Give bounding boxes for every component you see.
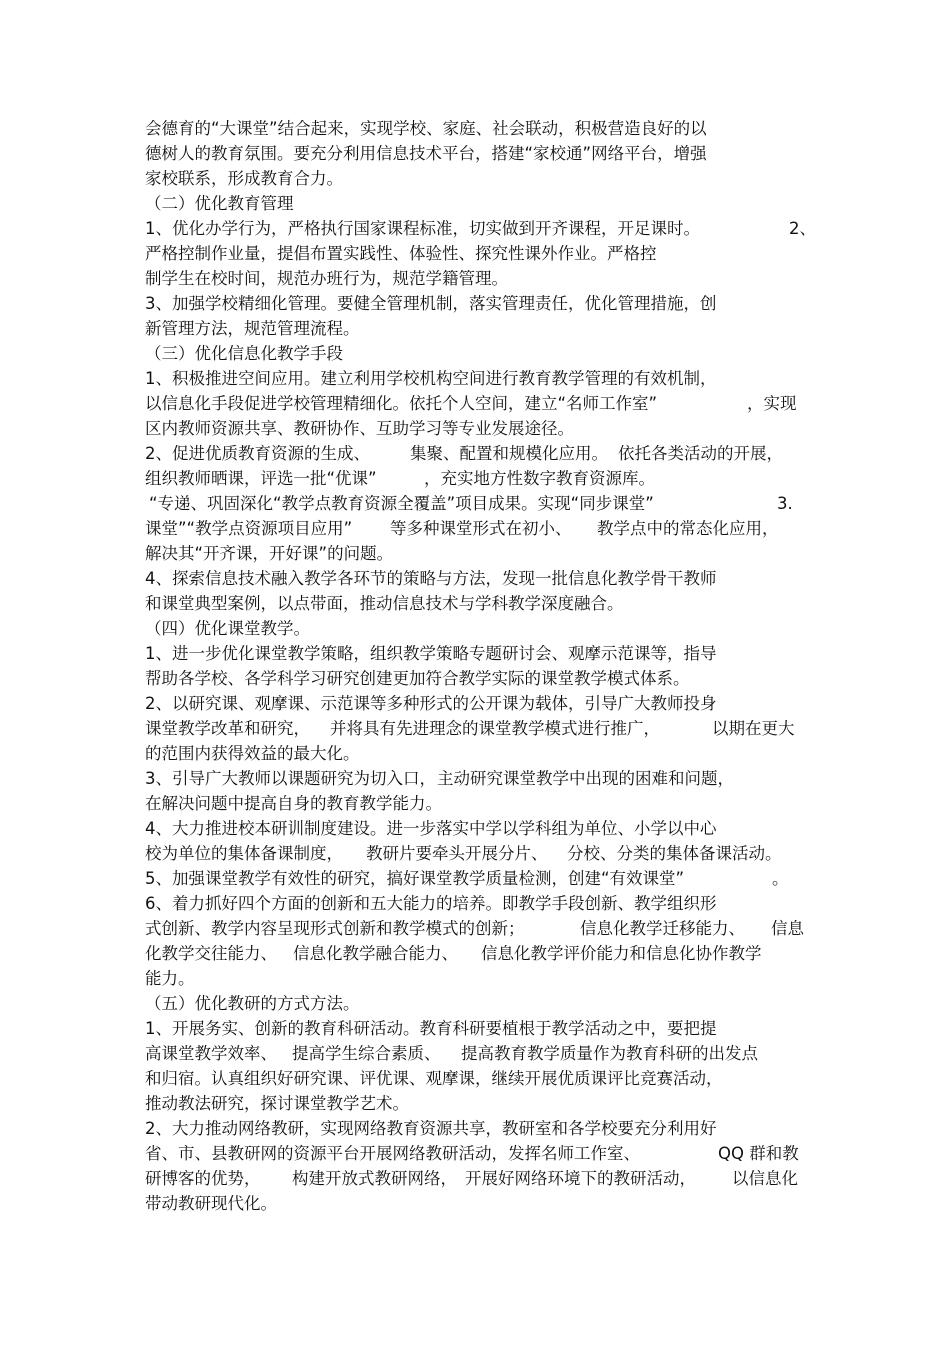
text-line: “专递、巩固深化“教学点教育资源全覆盖”项目成果。实现“同步课堂” bbox=[149, 494, 654, 513]
text-line: 制学生在校时间，规范办班行为，规范学籍管理。 bbox=[145, 269, 508, 288]
text-line: 1、积极推进空间应用。建立利用学校机构空间进行教育教学管理的有效机制， bbox=[145, 369, 717, 388]
text-line: 5、加强课堂教学有效性的研究，搞好课堂教学质量检测，创建“有效课堂” bbox=[145, 869, 685, 888]
text-line: 研博客的优势， bbox=[145, 1169, 261, 1188]
text-line: 和归宿。认真组织好研究课、评优课、观摩课，继续开展优质课评比竞赛活动， bbox=[145, 1069, 723, 1088]
text-line: 4、大力推进校本研训制度建设。进一步落实中学以学科组为单位、小学以中心 bbox=[145, 819, 717, 838]
text-line: 高课堂教学效率、 bbox=[145, 1044, 277, 1063]
text-line: 区内教师资源共享、教研协作、互助学习等专业发展途径。 bbox=[145, 419, 574, 438]
text-line: 3. bbox=[777, 494, 793, 513]
text-line: 1、进一步优化课堂教学策略，组织教学策略专题研讨会、观摩示范课等，指导 bbox=[145, 644, 717, 663]
text-line: 4、探索信息技术融入教学各环节的策略与方法，发现一批信息化教学骨干教师 bbox=[145, 569, 717, 588]
text-line: 帮助各学校、各学科学习研究创建更加符合教学实际的课堂教学模式体系。 bbox=[145, 669, 690, 688]
text-line: 严格控制作业量，提倡布置实践性、体验性、探究性课外作业。严格控 bbox=[145, 244, 657, 263]
text-line: 德树人的教育氛围。要充分利用信息技术平台，搭建“家校通”网络平台，增强 bbox=[145, 144, 707, 163]
text-line: 在解决问题中提高自身的教育教学能力。 bbox=[145, 794, 442, 813]
text-line: 以信息化 bbox=[732, 1169, 798, 1188]
text-line: ，充实地方性数字教育资源库。 bbox=[424, 469, 655, 488]
text-line: 集聚、配置和规模化应用。 bbox=[410, 444, 608, 463]
text-line: 和课堂典型案例，以点带面，推动信息技术与学科教学深度融合。 bbox=[145, 594, 624, 613]
text-line: 课堂”“教学点资源项目应用” bbox=[145, 519, 353, 538]
section-heading: （三）优化信息化教学手段 bbox=[145, 344, 343, 363]
text-line: 。 bbox=[772, 869, 789, 888]
section-heading: （四）优化课堂教学。 bbox=[145, 619, 310, 638]
text-line: 信息化教学迁移能力、 bbox=[580, 919, 745, 938]
text-line: 的范围内获得效益的最大化。 bbox=[145, 744, 360, 763]
text-line: 开展好网络环境下的教研活动， bbox=[465, 1169, 696, 1188]
text-line: 1、优化办学行为，严格执行国家课程标准，切实做到开齐课程，开足课时。 bbox=[145, 219, 700, 238]
text-line: 家校联系，形成教育合力。 bbox=[145, 169, 343, 188]
text-line: 2、 bbox=[789, 219, 816, 238]
text-line: 提高教育教学质量作为教育科研的出发点 bbox=[461, 1044, 758, 1063]
text-line: 信息 bbox=[771, 919, 804, 938]
text-line: 6、着力抓好四个方面的创新和五大能力的培养。即教学手段创新、教学组织形 bbox=[145, 894, 717, 913]
text-line: 式创新、教学内容呈现形式创新和教学模式的创新； bbox=[145, 919, 525, 938]
text-line: 依托各类活动的开展， bbox=[618, 444, 783, 463]
text-line: 主动研究课堂教学中出现的困难和问题， bbox=[437, 769, 734, 788]
text-line: 分校、分类的集体备课活动。 bbox=[567, 844, 782, 863]
text-line: 以信息化手段促进学校管理精细化。依托个人空间，建立“名师工作室” bbox=[145, 394, 658, 413]
text-line: 信息化教学评价能力和信息化协作教学 bbox=[481, 944, 762, 963]
text-line: 会德育的“大课堂”结合起来，实现学校、家庭、社会联动，积极营造良好的以 bbox=[145, 119, 707, 138]
text-line: 省、市、县教研网的资源平台开展网络教研活动，发挥名师工作室、 bbox=[145, 1144, 640, 1163]
text-line: 3、加强学校精细化管理。要健全管理机制，落实管理责任，优化管理措施，创 bbox=[145, 294, 717, 313]
text-line: 2、以研究课、观摩课、示范课等多种形式的公开课为载体，引导广大教师投身 bbox=[145, 694, 717, 713]
text-line: 解决其“开齐课，开好课”的问题。 bbox=[145, 544, 394, 563]
text-line: 能力。 bbox=[145, 969, 195, 988]
text-line: 带动教研现代化。 bbox=[145, 1194, 277, 1213]
text-line: 校为单位的集体备课制度， bbox=[145, 844, 343, 863]
text-line: 构建开放式教研网络， bbox=[292, 1169, 457, 1188]
text-line: 提高学生综合素质、 bbox=[292, 1044, 441, 1063]
text-line: 2、大力推动网络教研，实现网络教育资源共享，教研室和各学校要充分利用好 bbox=[145, 1119, 717, 1138]
text-line: QQ 群和教 bbox=[718, 1144, 799, 1163]
text-line: 信息化教学融合能力、 bbox=[293, 944, 458, 963]
section-heading: （二）优化教育管理 bbox=[145, 194, 294, 213]
text-line: 等多种课堂形式在初小、 bbox=[390, 519, 572, 538]
text-line: 新管理方法，规范管理流程。 bbox=[145, 319, 360, 338]
text-line: 3、引导广大教师以课题研究为切入口， bbox=[145, 769, 436, 788]
text-line: 并将具有先进理念的课堂教学模式进行推广， bbox=[330, 719, 660, 738]
text-line: 组织教师晒课，评选一批“优课” bbox=[145, 469, 377, 488]
text-line: 课堂教学改革和研究， bbox=[145, 719, 310, 738]
text-line: ，实现 bbox=[747, 394, 797, 413]
text-line: 教学点中的常态化应用， bbox=[597, 519, 779, 538]
text-line: 化教学交往能力、 bbox=[145, 944, 277, 963]
text-line: 1、开展务实、创新的教育科研活动。教育科研要植根于教学活动之中，要把提 bbox=[145, 1019, 717, 1038]
section-heading: （五）优化教研的方式方法。 bbox=[145, 994, 360, 1013]
text-line: 2、促进优质教育资源的生成、 bbox=[145, 444, 370, 463]
text-line: 推动教法研究，探讨课堂教学艺术。 bbox=[145, 1094, 409, 1113]
text-line: 以期在更大 bbox=[712, 719, 795, 738]
text-line: 教研片要牵头开展分片、 bbox=[366, 844, 548, 863]
